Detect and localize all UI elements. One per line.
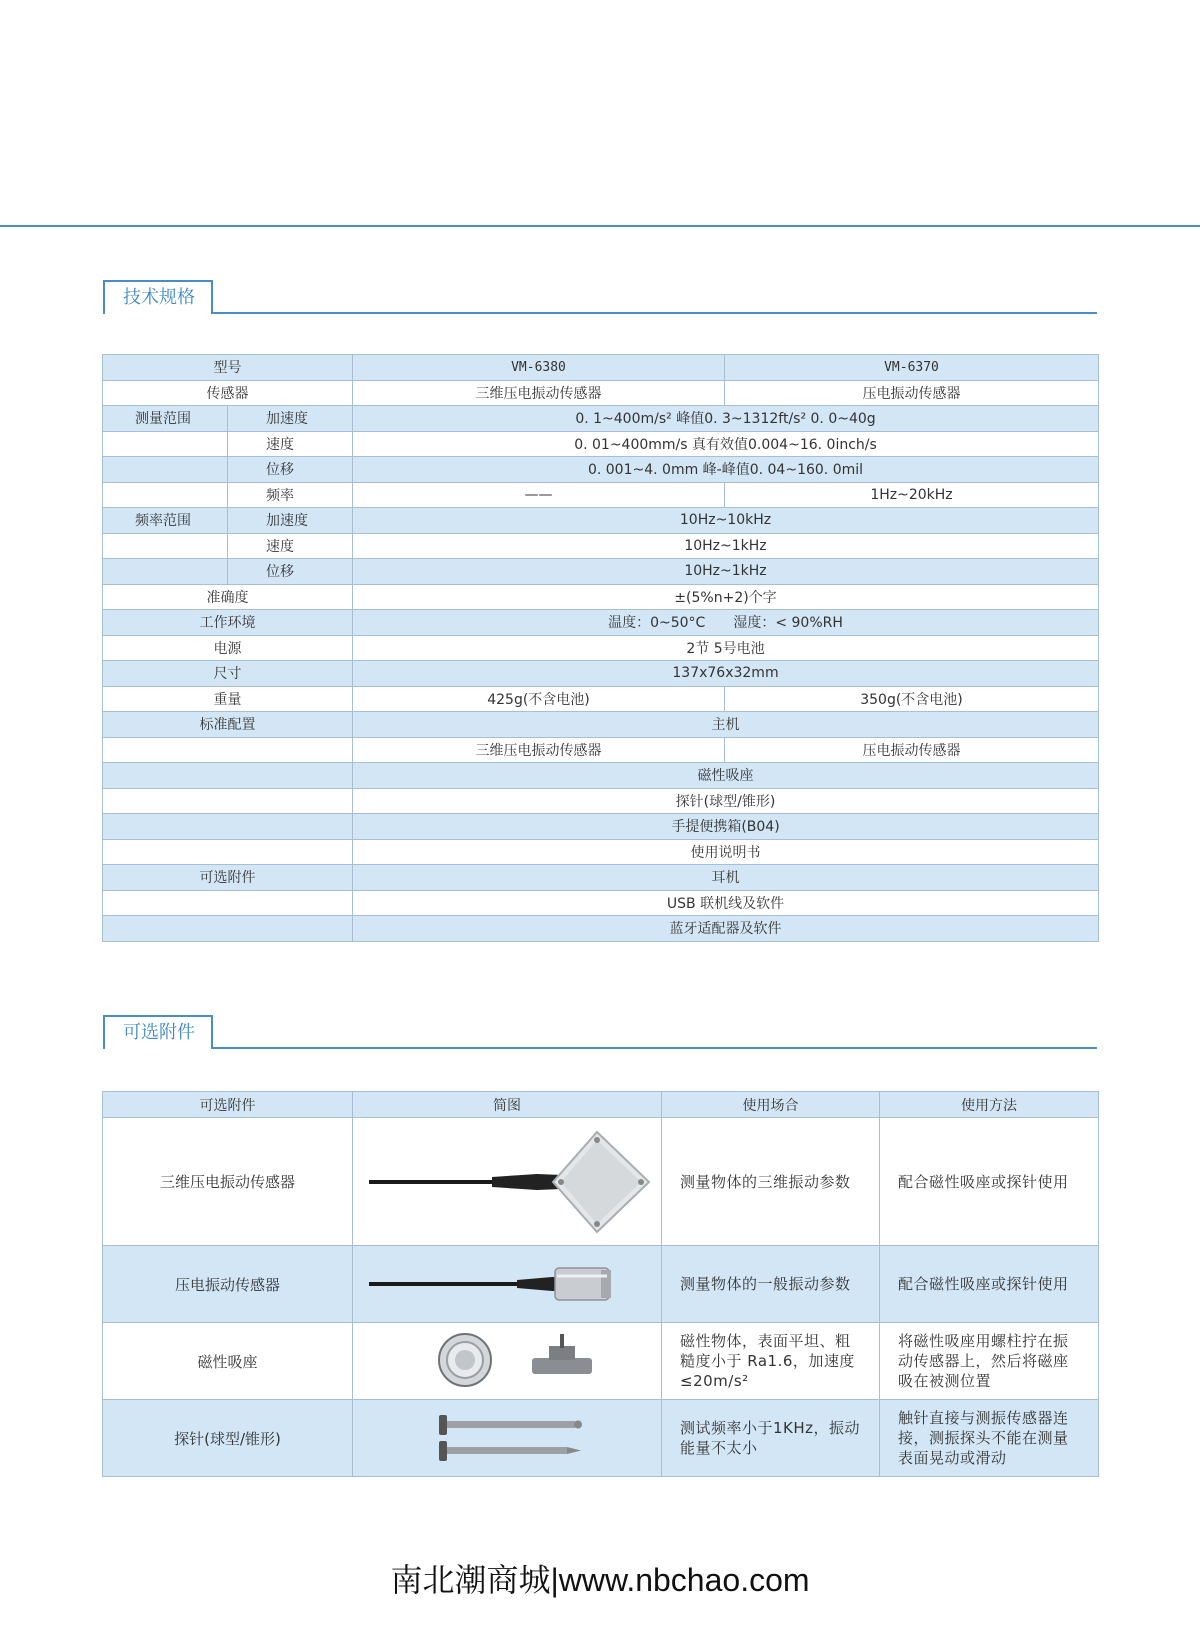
table-row: [103, 916, 1099, 942]
accessory-method: 将磁性吸座用螺柱拧在振动传感器上，然后将磁座吸在被测位置: [880, 1323, 1099, 1400]
empty-cell: [103, 839, 353, 865]
accessory-use: 测量物体的一般振动参数: [662, 1246, 880, 1323]
accessory-method: 触针直接与测振传感器连接，测振探头不能在测量表面晃动或滑动: [880, 1400, 1099, 1477]
empty-cell: [103, 559, 228, 585]
accuracy-value: ±(5%n+2)个字: [353, 584, 1099, 610]
accessories-section-rule: [213, 1047, 1097, 1049]
accessory-diagram: [353, 1118, 662, 1246]
sensor-b: 压电振动传感器: [725, 380, 1099, 406]
measure-velocity-value: 0. 01~400mm/s 真有效值0.004~16. 0inch/s: [353, 431, 1099, 457]
accessory-use: 测量物体的三维振动参数: [662, 1118, 880, 1246]
std-item: 手提便携箱(B04): [353, 814, 1099, 840]
header-use: 使用场合: [662, 1092, 880, 1118]
table-row: [103, 737, 1099, 763]
freq-velocity-label: 速度: [228, 533, 353, 559]
sensor-label: 传感器: [103, 380, 353, 406]
probe-icon: [357, 1401, 657, 1471]
triaxial-sensor-icon: [357, 1120, 657, 1240]
table-row: [103, 712, 1099, 738]
measure-range-label: 测量范围: [103, 406, 228, 432]
magnetic-base-icon: [357, 1324, 657, 1394]
power-label: 电源: [103, 635, 353, 661]
empty-cell: [103, 737, 353, 763]
top-divider: [0, 225, 1200, 227]
optional-item: 耳机: [353, 865, 1099, 891]
env-value: 温度：0~50°C 湿度：< 90%RH: [353, 610, 1099, 636]
footer-watermark: 南北潮商城|www.nbchao.com: [390, 1562, 810, 1598]
spec-section-rule: [213, 312, 1097, 314]
header-accessory: 可选附件: [103, 1092, 353, 1118]
table-row: [103, 482, 1099, 508]
model-label: 型号: [103, 355, 353, 381]
spec-section-header: [103, 280, 1097, 316]
std-sensor-b: 压电振动传感器: [725, 737, 1099, 763]
table-row: [103, 865, 1099, 891]
table-row: [103, 406, 1099, 432]
accessory-diagram: [353, 1246, 662, 1323]
sensor-a: 三维压电振动传感器: [353, 380, 725, 406]
std-item: 使用说明书: [353, 839, 1099, 865]
accessory-use: 磁性物体，表面平坦、粗糙度小于 Ra1.6，加速度≤20m/s²: [662, 1323, 880, 1400]
empty-cell: [103, 814, 353, 840]
table-row: [103, 839, 1099, 865]
table-row: [103, 584, 1099, 610]
table-row: [103, 788, 1099, 814]
table-header-row: [103, 1092, 1099, 1118]
measure-accel-value: 0. 1~400m/s² 峰值0. 3~1312ft/s² 0. 0~40g: [353, 406, 1099, 432]
table-row: [103, 1246, 1099, 1323]
power-value: 2节 5号电池: [353, 635, 1099, 661]
table-row: [103, 508, 1099, 534]
empty-cell: [103, 431, 228, 457]
freq-accel-label: 加速度: [228, 508, 353, 534]
optional-item: USB 联机线及软件: [353, 890, 1099, 916]
model-a: VM-6380: [353, 355, 725, 381]
freq-displacement-label: 位移: [228, 559, 353, 585]
accessory-name: 压电振动传感器: [103, 1246, 353, 1323]
size-value: 137x76x32mm: [353, 661, 1099, 687]
spec-table: [102, 354, 1099, 942]
table-row: [103, 661, 1099, 687]
spec-section-title: 技术规格: [103, 280, 213, 314]
accessory-name: 磁性吸座: [103, 1323, 353, 1400]
accessories-section-header: [103, 1015, 1097, 1051]
freq-range-label: 频率范围: [103, 508, 228, 534]
header-diagram: 简图: [353, 1092, 662, 1118]
accessory-method: 配合磁性吸座或探针使用: [880, 1246, 1099, 1323]
table-row: [103, 431, 1099, 457]
empty-cell: [103, 890, 353, 916]
table-row: [103, 1323, 1099, 1400]
table-row: [103, 890, 1099, 916]
optional-label: 可选附件: [103, 865, 353, 891]
env-label: 工作环境: [103, 610, 353, 636]
freq-accel-value: 10Hz~10kHz: [353, 508, 1099, 534]
table-row: [103, 610, 1099, 636]
weight-a: 425g(不含电池): [353, 686, 725, 712]
accessories-section-title: 可选附件: [103, 1015, 213, 1049]
accessories-table: [102, 1091, 1099, 1477]
empty-cell: [103, 916, 353, 942]
table-row: [103, 559, 1099, 585]
accessory-method: 配合磁性吸座或探针使用: [880, 1118, 1099, 1246]
empty-cell: [103, 533, 228, 559]
table-row: [103, 380, 1099, 406]
accuracy-label: 准确度: [103, 584, 353, 610]
table-row: [103, 355, 1099, 381]
empty-cell: [103, 763, 353, 789]
weight-label: 重量: [103, 686, 353, 712]
accessory-name: 三维压电振动传感器: [103, 1118, 353, 1246]
accessory-name: 探针(球型/锥形): [103, 1400, 353, 1477]
freq-a: ——: [353, 482, 725, 508]
std-sensor-a: 三维压电振动传感器: [353, 737, 725, 763]
table-row: [103, 686, 1099, 712]
freq-b: 1Hz~20kHz: [725, 482, 1099, 508]
table-row: [103, 533, 1099, 559]
table-row: [103, 1400, 1099, 1477]
accessory-diagram: [353, 1323, 662, 1400]
accessory-diagram: [353, 1400, 662, 1477]
weight-b: 350g(不含电池): [725, 686, 1099, 712]
measure-accel-label: 加速度: [228, 406, 353, 432]
piezo-sensor-icon: [357, 1252, 657, 1312]
table-row: [103, 635, 1099, 661]
table-row: [103, 763, 1099, 789]
std-item: 磁性吸座: [353, 763, 1099, 789]
freq-label: 频率: [228, 482, 353, 508]
std-config-label: 标准配置: [103, 712, 353, 738]
std-item: 探针(球型/锥形): [353, 788, 1099, 814]
table-row: [103, 1118, 1099, 1246]
table-row: [103, 814, 1099, 840]
table-row: [103, 457, 1099, 483]
size-label: 尺寸: [103, 661, 353, 687]
empty-cell: [103, 788, 353, 814]
header-method: 使用方法: [880, 1092, 1099, 1118]
accessory-use: 测试频率小于1KHz，振动能量不太小: [662, 1400, 880, 1477]
empty-cell: [103, 482, 228, 508]
freq-velocity-value: 10Hz~1kHz: [353, 533, 1099, 559]
measure-velocity-label: 速度: [228, 431, 353, 457]
std-item: 主机: [353, 712, 1099, 738]
model-b: VM-6370: [725, 355, 1099, 381]
freq-displacement-value: 10Hz~1kHz: [353, 559, 1099, 585]
measure-displacement-value: 0. 001~4. 0mm 峰-峰值0. 04~160. 0mil: [353, 457, 1099, 483]
measure-displacement-label: 位移: [228, 457, 353, 483]
optional-item: 蓝牙适配器及软件: [353, 916, 1099, 942]
empty-cell: [103, 457, 228, 483]
